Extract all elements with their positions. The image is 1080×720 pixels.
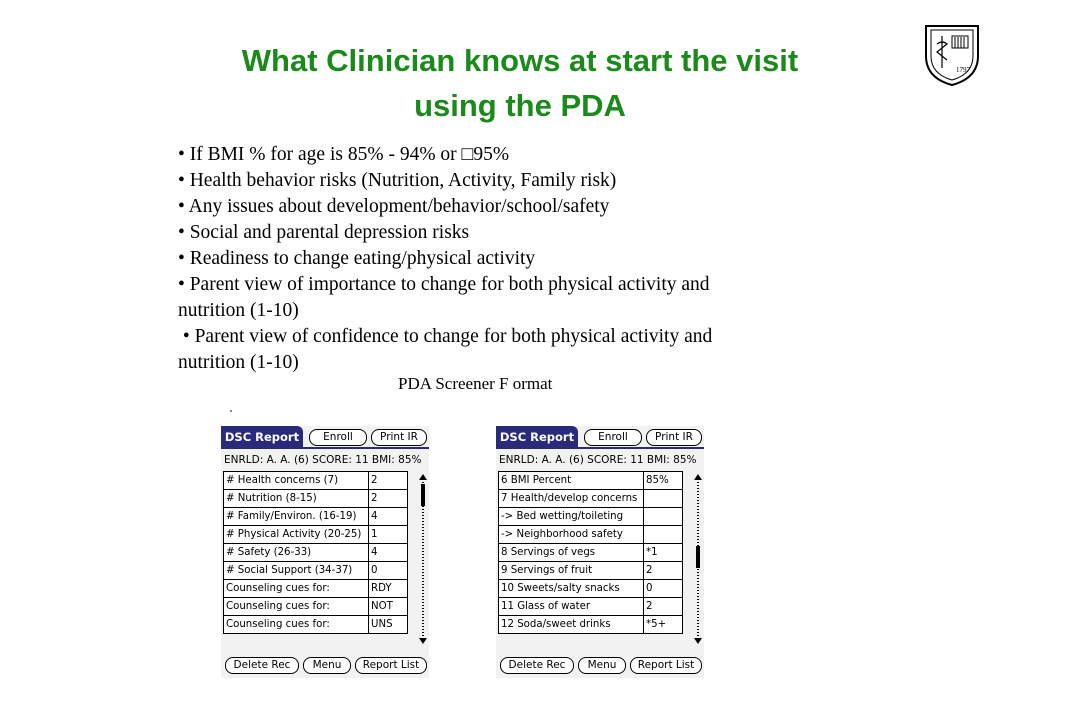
slide-title-line2: using the PDA xyxy=(414,88,626,123)
row-value: 2 xyxy=(644,598,683,616)
table-row[interactable] xyxy=(224,598,408,616)
bullet-item: • Parent view of importance to change for both physical activity and xyxy=(178,274,710,295)
pda-caption: PDA Screener F ormat xyxy=(398,374,553,393)
tab-dsc-report[interactable]: DSC Report xyxy=(496,426,578,448)
bullet-item: • Health behavior risks (Nutrition, Activity, Family risk) xyxy=(178,170,617,191)
delete-rec-button[interactable]: Delete Rec xyxy=(225,657,299,674)
menu-button[interactable]: Menu xyxy=(578,657,626,674)
scroll-down-arrow-icon[interactable] xyxy=(419,638,427,644)
table-row[interactable] xyxy=(224,472,408,490)
logo-year: 1797 xyxy=(956,66,970,74)
row-value: 2 xyxy=(369,472,408,490)
pda-screen-summary xyxy=(221,426,429,678)
row-label: -> Neighborhood safety xyxy=(499,526,644,544)
row-value xyxy=(644,490,683,508)
enroll-button[interactable]: Enroll xyxy=(584,429,642,446)
row-label: # Family/Environ. (16-19) xyxy=(224,508,369,526)
row-value: 2 xyxy=(369,490,408,508)
tab-underline xyxy=(496,447,704,449)
pda-tabbar xyxy=(221,426,429,448)
table-row[interactable] xyxy=(499,544,683,562)
row-label: 7 Health/develop concerns xyxy=(499,490,644,508)
table-row[interactable] xyxy=(499,562,683,580)
status-line: ENRLD: A. A. (6) SCORE: 11 BMI: 85% xyxy=(224,454,422,466)
row-label: Counseling cues for: xyxy=(224,598,369,616)
bullet-item: • If BMI % for age is 85% - 94% or ​□95% xyxy=(178,144,510,165)
table-row[interactable] xyxy=(224,490,408,508)
enroll-button[interactable]: Enroll xyxy=(309,429,367,446)
row-value: 85% xyxy=(644,472,683,490)
row-label: -> Bed wetting/toileting xyxy=(499,508,644,526)
table-row[interactable] xyxy=(224,616,408,634)
row-value: 4 xyxy=(369,508,408,526)
row-value: 0 xyxy=(644,580,683,598)
print-ir-button[interactable]: Print IR xyxy=(371,429,427,446)
row-value: 4 xyxy=(369,544,408,562)
table-row[interactable] xyxy=(224,562,408,580)
row-label: Counseling cues for: xyxy=(224,580,369,598)
status-line: ENRLD: A. A. (6) SCORE: 11 BMI: 85% xyxy=(499,454,697,466)
bullet-item-continued: nutrition (1-10) xyxy=(178,352,299,373)
row-value xyxy=(644,508,683,526)
scroll-up-arrow-icon[interactable] xyxy=(419,474,427,480)
scroll-up-arrow-icon[interactable] xyxy=(694,474,702,480)
row-value: *5+ xyxy=(644,616,683,634)
row-label: 10 Sweets/salty snacks xyxy=(499,580,644,598)
table-row[interactable] xyxy=(499,616,683,634)
tab-dsc-report[interactable]: DSC Report xyxy=(221,426,303,448)
table-row[interactable] xyxy=(499,580,683,598)
row-label: 11 Glass of water xyxy=(499,598,644,616)
row-value: RDY xyxy=(369,580,408,598)
row-value: 2 xyxy=(644,562,683,580)
bullet-list xyxy=(178,142,818,376)
scrollbar[interactable] xyxy=(694,474,702,644)
row-value: *1 xyxy=(644,544,683,562)
print-ir-button[interactable]: Print IR xyxy=(646,429,702,446)
report-list-button[interactable]: Report List xyxy=(355,657,427,674)
row-label: 6 BMI Percent xyxy=(499,472,644,490)
table-row[interactable] xyxy=(499,490,683,508)
detail-table xyxy=(498,471,683,634)
pda-tabbar xyxy=(496,426,704,448)
scroll-down-arrow-icon[interactable] xyxy=(694,638,702,644)
scroll-thumb[interactable] xyxy=(421,484,425,506)
row-label: 8 Servings of vegs xyxy=(499,544,644,562)
scroll-thumb[interactable] xyxy=(696,546,700,568)
row-label: # Health concerns (7) xyxy=(224,472,369,490)
row-value: 1 xyxy=(369,526,408,544)
pda-screen-detail xyxy=(496,426,704,678)
bullet-item: • Readiness to change eating/physical activity xyxy=(178,248,536,269)
table-row[interactable] xyxy=(499,472,683,490)
slide-title-line1: What Clinician knows at start the visit xyxy=(241,43,799,78)
row-value: NOT xyxy=(369,598,408,616)
row-label: # Physical Activity (20-25) xyxy=(224,526,369,544)
table-row[interactable] xyxy=(224,544,408,562)
table-row[interactable] xyxy=(499,526,683,544)
row-label: 12 Soda/sweet drinks xyxy=(499,616,644,634)
table-row[interactable] xyxy=(224,508,408,526)
bullet-item-continued: nutrition (1-10) xyxy=(178,300,299,321)
row-label: # Social Support (34-37) xyxy=(224,562,369,580)
row-label: 9 Servings of fruit xyxy=(499,562,644,580)
menu-button[interactable]: Menu xyxy=(303,657,351,674)
table-row[interactable] xyxy=(499,508,683,526)
table-row[interactable] xyxy=(224,526,408,544)
bullet-item: • Social and parental depression risks xyxy=(178,222,470,243)
delete-rec-button[interactable]: Delete Rec xyxy=(500,657,574,674)
tab-underline xyxy=(221,447,429,449)
row-value: UNS xyxy=(369,616,408,634)
row-value: 0 xyxy=(369,562,408,580)
table-row[interactable] xyxy=(499,598,683,616)
bullet-item: • Parent view of confidence to change for both physical activity and xyxy=(178,326,713,347)
school-seal-logo xyxy=(922,22,982,88)
scrollbar[interactable] xyxy=(419,474,427,644)
stray-dot xyxy=(230,410,232,412)
row-label: # Safety (26-33) xyxy=(224,544,369,562)
row-value xyxy=(644,526,683,544)
bullet-item: • Any issues about development/behavior/school/safety xyxy=(178,196,610,217)
row-label: # Nutrition (8-15) xyxy=(224,490,369,508)
slide-title xyxy=(170,38,870,128)
row-label: Counseling cues for: xyxy=(224,616,369,634)
score-table xyxy=(223,471,408,634)
table-row[interactable] xyxy=(224,580,408,598)
report-list-button[interactable]: Report List xyxy=(630,657,702,674)
